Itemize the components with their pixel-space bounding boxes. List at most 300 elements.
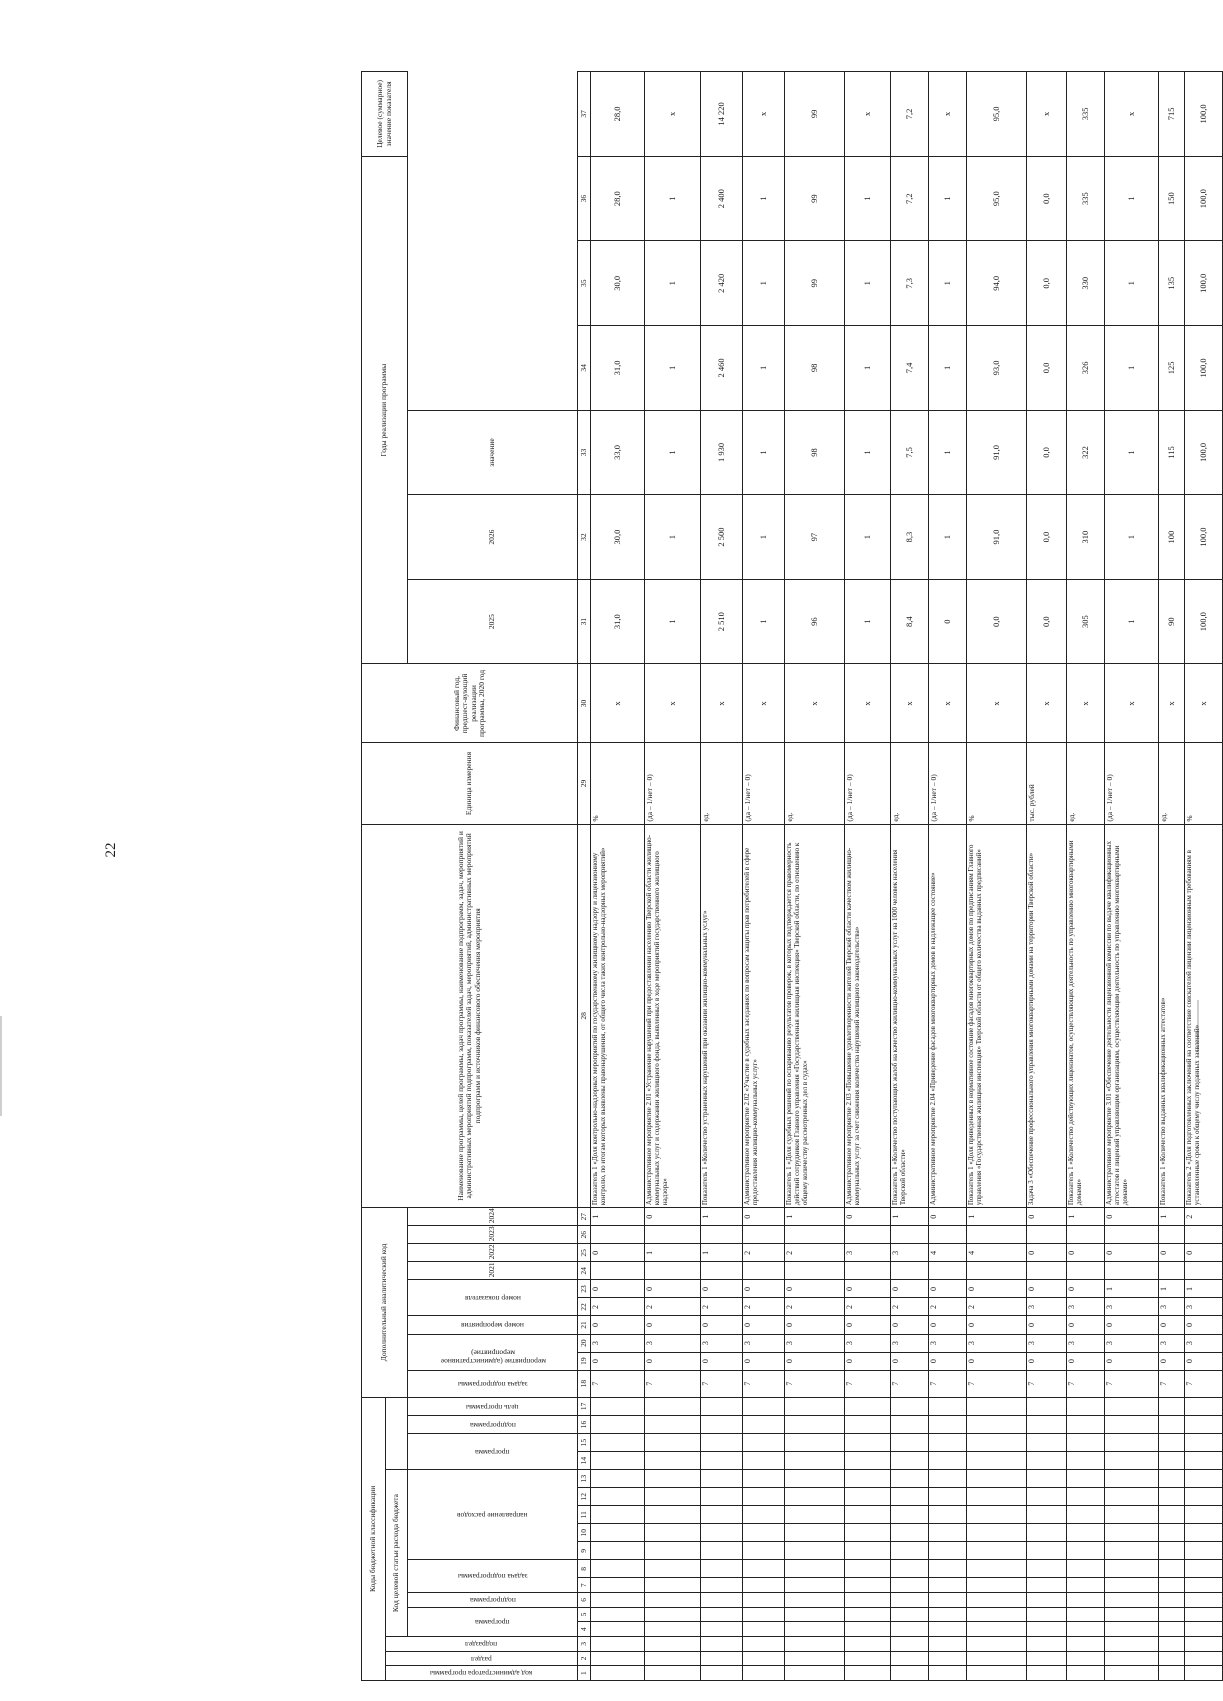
budget-code-cell [929,1506,967,1524]
target-value: 14 220 [701,72,743,157]
year-value: 1 [743,410,785,495]
indicator-name: Административное мероприятие 2.02 «Участие в судебных заседаниях по вопросам защиты прав потребителей в сфере предоставления жилищно-коммунальных услуг» [743,824,785,1208]
analytic-code-digit [1159,1262,1185,1280]
year-value: 310 [1067,495,1105,580]
analytic-code-digit: 0 [1105,1316,1159,1334]
column-number: 16 [578,1415,591,1433]
year-value: 1 [845,495,891,580]
column-number: 37 [578,72,591,157]
budget-code-cell [929,1488,967,1506]
indicator-name: Показатель 2 «Доля подготовленных заключений на соответствие соискателей лицензии лицензионным требованиям в установленные сроки к общему числу поданных заявлений» [1185,824,1223,1208]
admin-code-header: код администратора программы [430,1669,533,1679]
budget-code-cell [1067,1470,1105,1488]
year-value: 330 [1067,241,1105,326]
name-header: Наименование программы, целей программы, задач программы, наименование подпрограмм, задач, мероприятий и административных мероприятий подпрограмм, показателей задач, мероприятий, административных мероприятий подпрограмм и источников финансового обеспечения мероприятия [362,824,578,1208]
budget-code-cell [929,1666,967,1681]
analytic-code-digit: 1 [591,1208,645,1226]
budget-code-cell [891,1560,929,1578]
analytic-code-digit: 1 [967,1208,1027,1226]
add-subprogram-header: подпрограмма [469,1420,516,1430]
budget-code-cell [785,1397,845,1415]
budget-code-cell [701,1470,743,1488]
year-value: 0,0 [1027,579,1067,664]
year-value: 0,0 [1027,326,1067,411]
budget-code-cell [967,1524,1027,1542]
budget-code-cell [645,1397,701,1415]
analytic-code-digit: 2 [701,1298,743,1316]
budget-code-cell [1159,1560,1185,1578]
unit-cell: ед. [1067,743,1105,824]
budget-code-cell [967,1578,1027,1593]
unit-header: Единица измерения [362,743,578,824]
analytic-code-digit: 0 [845,1280,891,1298]
budget-code-cell [1067,1488,1105,1506]
budget-code-cell [1185,1542,1223,1560]
budget-code-cell [701,1560,743,1578]
year-value: 1 [929,495,967,580]
year-value: 305 [1067,579,1105,664]
analytic-code-digit [929,1226,967,1244]
year-value: 1 [929,241,967,326]
year-value: 1 [645,241,701,326]
budget-code-cell [845,1593,891,1608]
budget-code-cell [785,1666,845,1681]
year-value: 135 [1159,241,1185,326]
target-value: 335 [1067,72,1105,157]
budget-code-cell [967,1397,1027,1415]
budget-code-cell [645,1452,701,1470]
budget-code-cell [891,1666,929,1681]
target-value: х [645,72,701,157]
analytic-code-digit [1105,1262,1159,1280]
budget-code-cell [591,1578,645,1593]
column-number: 11 [578,1506,591,1524]
budget-code-cell [645,1560,701,1578]
analytic-code-digit: 7 [1105,1370,1159,1397]
budget-code-cell [929,1637,967,1652]
indicator-name: Административное мероприятие 2.04 «Приведение фасадов многоквартирных домов в надлежащее состояние» [929,824,967,1208]
budget-code-cell [1185,1470,1223,1488]
budget-code-cell [743,1637,785,1652]
year-value: 0,0 [967,579,1027,664]
target-value: 95,0 [967,72,1027,157]
column-number: 10 [578,1524,591,1542]
analytic-code-digit: 1 [1159,1280,1185,1298]
column-number: 15 [578,1434,591,1452]
budget-code-cell [645,1470,701,1488]
budget-code-cell [1067,1637,1105,1652]
budget-code-cell [1027,1397,1067,1415]
column-number: 31 [578,579,591,664]
budget-code-cell [891,1607,929,1622]
budget-code-cell [785,1524,845,1542]
analytic-code-digit: 7 [845,1370,891,1397]
budget-code-cell [1105,1524,1159,1542]
unit-cell: ед. [891,743,929,824]
analytic-code-digit: 0 [591,1352,645,1370]
year-value: 33,0 [591,410,645,495]
fin-year-value: х [591,664,645,743]
year-value: 1 [743,579,785,664]
budget-code-cell [1067,1578,1105,1593]
table-row [891,72,929,1681]
budget-code-cell [743,1622,785,1637]
year-2022-header: 2022 [408,1244,578,1262]
analytic-code-digit: 7 [967,1370,1027,1397]
budget-code-cell [645,1622,701,1637]
budget-code-cell [645,1607,701,1622]
analytic-code-digit: 7 [1159,1370,1185,1397]
year-value: 96 [785,579,845,664]
budget-code-cell [1067,1560,1105,1578]
analytic-code-digit: 0 [929,1316,967,1334]
analytic-code-digit: 0 [1067,1244,1105,1262]
budget-code-cell [743,1488,785,1506]
analytic-code-digit: 3 [1027,1334,1067,1352]
analytic-code-digit: 3 [845,1334,891,1352]
rotated-table [361,71,1208,1681]
budget-code-cell [967,1470,1027,1488]
column-number: 2 [578,1651,591,1666]
budget-code-cell [1159,1488,1185,1506]
year-value: 1 [929,156,967,241]
budget-code-cell [785,1488,845,1506]
analytic-code-digit: 1 [785,1208,845,1226]
budget-code-cell [891,1470,929,1488]
budget-code-cell [591,1506,645,1524]
budget-code-cell [1105,1452,1159,1470]
unit-cell: (да – 1/нет – 0) [645,743,701,824]
analytic-code-digit: 7 [891,1370,929,1397]
analytic-code-digit: 4 [929,1244,967,1262]
analytic-code-digit: 2 [967,1298,1027,1316]
budget-code-cell [1159,1666,1185,1681]
budget-code-cell [785,1607,845,1622]
analytic-code-digit [645,1226,701,1244]
budget-code-cell [1159,1651,1185,1666]
analytic-code-digit: 0 [1067,1352,1105,1370]
budget-code-cell [967,1666,1027,1681]
analytic-code-digit [1067,1262,1105,1280]
budget-code-cell [1067,1452,1105,1470]
budget-code-cell [1159,1397,1185,1415]
budget-code-cell [929,1397,967,1415]
table-row [785,72,845,1681]
budget-code-cell [891,1578,929,1593]
budget-code-cell [929,1593,967,1608]
budget-code-cell [1159,1542,1185,1560]
budget-code-cell [1067,1607,1105,1622]
target-value: 99 [785,72,845,157]
column-number: 26 [578,1226,591,1244]
analytic-code-digit [1159,1226,1185,1244]
analytic-code-digit: 0 [701,1280,743,1298]
analytic-code-digit [785,1262,845,1280]
fin-year-value: х [845,664,891,743]
budget-code-cell [591,1607,645,1622]
analytic-code-digit: 1 [1067,1208,1105,1226]
year-value: 98 [785,326,845,411]
fin-year-value: х [967,664,1027,743]
year-value: 100,0 [1185,156,1223,241]
budget-code-cell [1027,1666,1067,1681]
analytic-code-digit [845,1226,891,1244]
budget-code-cell [1105,1622,1159,1637]
analytic-code-digit: 0 [845,1316,891,1334]
budget-code-cell [967,1593,1027,1608]
analytic-code-digit: 0 [1067,1316,1105,1334]
analytic-code-digit [591,1226,645,1244]
unit-cell: % [591,743,645,824]
budget-code-cell [1159,1622,1185,1637]
year-2023-header: 2023 [408,1226,578,1244]
target-value: 7,2 [891,72,929,157]
unit-cell: (да – 1/нет – 0) [1105,743,1159,824]
target-value: 715 [1159,72,1185,157]
year-value: 2 460 [701,326,743,411]
budget-code-cell [1027,1578,1067,1593]
analytic-code-digit [785,1226,845,1244]
add-activity-header: мероприятие (административное мероприятие) [439,1348,546,1367]
year-value: 1 [645,579,701,664]
analytic-code-digit [1027,1262,1067,1280]
analytic-code-digit [743,1226,785,1244]
table-row [1105,72,1159,1681]
budget-code-cell [1027,1524,1067,1542]
analytic-code-digit: 0 [645,1208,701,1226]
analytic-code-digit: 0 [645,1280,701,1298]
year-value: 30,0 [591,241,645,326]
budget-code-cell [967,1637,1027,1652]
budget-code-cell [967,1415,1027,1433]
analytic-code-digit: 7 [591,1370,645,1397]
budget-code-cell [845,1415,891,1433]
budget-code-cell [1185,1415,1223,1433]
unit-cell: ед. [785,743,845,824]
year-value: 1 [845,326,891,411]
budget-code-cell [1105,1666,1159,1681]
analytic-code-digit: 7 [645,1370,701,1397]
analytic-code-digit [1185,1226,1223,1244]
analytic-code-digit: 0 [645,1316,701,1334]
year-value: 1 [845,156,891,241]
budget-code-cell [1105,1488,1159,1506]
analytic-code-digit: 2 [845,1298,891,1316]
budget-code-cell [1185,1666,1223,1681]
budget-code-cell [1105,1651,1159,1666]
budget-code-cell [845,1488,891,1506]
analytic-code-digit: 0 [1027,1244,1067,1262]
table-row [1185,72,1223,1681]
add-task-header: задача подпрограммы [457,1379,528,1389]
table-row [929,72,967,1681]
analytic-code-digit: 3 [1067,1334,1105,1352]
budget-code-cell [645,1415,701,1433]
column-number: 22 [578,1298,591,1316]
budget-code-cell [701,1651,743,1666]
budget-code-cell [1067,1506,1105,1524]
year-value: 2 510 [701,579,743,664]
budget-code-cell [591,1560,645,1578]
column-number: 4 [578,1622,591,1637]
budget-code-cell [1105,1506,1159,1524]
budget-code-cell [891,1397,929,1415]
analytic-code-digit: 7 [1067,1370,1105,1397]
analytic-code-digit: 3 [891,1244,929,1262]
budget-code-cell [1105,1593,1159,1608]
year-value: 322 [1067,410,1105,495]
budget-code-cell [967,1434,1027,1452]
budget-code-cell [1159,1415,1185,1433]
budget-code-cell [891,1637,929,1652]
year-value: 1 [743,241,785,326]
add-indicator-number-header: номер показателя [464,1294,521,1304]
budget-code-cell [1027,1434,1067,1452]
analytic-code-digit: 3 [785,1334,845,1352]
budget-code-cell [1027,1651,1067,1666]
year-value: 1 [645,495,701,580]
analytic-code-digit: 0 [1159,1316,1185,1334]
budget-code-cell [929,1415,967,1433]
budget-code-cell [845,1560,891,1578]
budget-code-cell [1159,1607,1185,1622]
year-value: 1 [1105,326,1159,411]
year-value: 94,0 [967,241,1027,326]
analytic-code-digit: 3 [645,1334,701,1352]
analytic-code-digit: 0 [591,1244,645,1262]
budget-code-cell [845,1666,891,1681]
column-number: 25 [578,1244,591,1262]
target-value: 100,0 [1185,72,1223,157]
budget-code-cell [785,1415,845,1433]
budget-code-cell [591,1524,645,1542]
analytic-code-digit: 0 [1185,1316,1223,1334]
target-value: х [1027,72,1067,157]
analytic-code-digit: 3 [1159,1298,1185,1316]
budget-code-cell [591,1488,645,1506]
year-value: 125 [1159,326,1185,411]
analytic-code-digit: 0 [1027,1208,1067,1226]
budget-code-cell [645,1488,701,1506]
budget-code-cell [1105,1607,1159,1622]
budget-code-cell [845,1524,891,1542]
year-value: 100,0 [1185,410,1223,495]
column-number: 3 [578,1637,591,1652]
indicator-name: Показатель 1 «Доля контрольно-надзорных мероприятий по государственному жилищному надзору и лицензионному контролю, по итогам которых выявлены правонарушения, от общего числа таких контрольно-надзорных мероприятий» [591,824,645,1208]
additional-code-header: Дополнительный аналитический код [362,1208,408,1398]
analytic-code-digit: 1 [645,1244,701,1262]
analytic-code-digit: 0 [1067,1280,1105,1298]
budget-code-cell [845,1434,891,1452]
column-number: 27 [578,1208,591,1226]
analytic-code-digit: 3 [1159,1334,1185,1352]
analytic-code-digit: 3 [845,1244,891,1262]
indicator-name: Показатель 1 «Количество выданных квалификационных аттестатов» [1159,824,1185,1208]
budget-code-cell [701,1434,743,1452]
year-value: 7,3 [891,241,929,326]
budget-code-cell [845,1397,891,1415]
budget-code-cell [743,1542,785,1560]
budget-code-cell [701,1542,743,1560]
budget-code-cell [1185,1622,1223,1637]
fin-year-value: х [1185,664,1223,743]
budget-code-cell [845,1651,891,1666]
analytic-code-digit: 0 [929,1208,967,1226]
column-number: 5 [578,1607,591,1622]
year-value: 0,0 [1027,241,1067,326]
fin-year-value: х [1067,664,1105,743]
budget-code-cell [929,1651,967,1666]
year-value: 97 [785,495,845,580]
column-number: 14 [578,1452,591,1470]
column-number: 17 [578,1397,591,1415]
budget-code-cell [645,1434,701,1452]
analytic-code-digit: 0 [785,1316,845,1334]
table-row [845,72,891,1681]
budget-code-cell [929,1524,967,1542]
budget-code-cell [743,1578,785,1593]
analytic-code-digit: 1 [1159,1208,1185,1226]
budget-code-cell [701,1607,743,1622]
table-row [1159,72,1185,1681]
budget-code-cell [645,1542,701,1560]
budget-code-cell [785,1637,845,1652]
analytic-code-digit: 0 [785,1352,845,1370]
budget-code-cell [743,1607,785,1622]
analytic-code-digit: 7 [785,1370,845,1397]
analytic-code-digit: 1 [701,1244,743,1262]
analytic-code-digit: 2 [929,1298,967,1316]
analytic-code-digit: 3 [1027,1298,1067,1316]
budget-code-cell [891,1415,929,1433]
year-value: 1 [645,410,701,495]
budget-code-cell [1105,1434,1159,1452]
budget-code-cell [1159,1452,1185,1470]
budget-code-cell [929,1470,967,1488]
budget-code-cell [743,1651,785,1666]
analytic-code-digit [845,1262,891,1280]
year-value: 8,4 [891,579,929,664]
year-value: 100,0 [1185,495,1223,580]
analytic-code-digit: 0 [891,1316,929,1334]
unit-cell: (да – 1/нет – 0) [743,743,785,824]
budget-code-cell [785,1434,845,1452]
analytic-code-digit: 2 [591,1298,645,1316]
fin-year-value: х [929,664,967,743]
analytic-code-digit: 0 [1105,1352,1159,1370]
budget-code-cell [1105,1470,1159,1488]
task-of-subprogram-header: задача подпрограммы [457,1572,528,1582]
budget-code-cell [1159,1593,1185,1608]
analytic-code-digit: 1 [891,1208,929,1226]
analytic-code-digit: 3 [701,1334,743,1352]
budget-code-cell [1067,1593,1105,1608]
analytic-code-digit: 0 [645,1352,701,1370]
fin-year-value: х [743,664,785,743]
budget-code-cell [785,1593,845,1608]
analytic-code-digit: 3 [1105,1334,1159,1352]
analytic-code-digit: 1 [1185,1280,1223,1298]
budget-code-cell [701,1524,743,1542]
budget-code-cell [785,1622,845,1637]
budget-code-cell [701,1452,743,1470]
budget-code-cell [929,1622,967,1637]
analytic-code-digit: 0 [591,1316,645,1334]
budget-code-cell [1105,1578,1159,1593]
budget-code-cell [929,1607,967,1622]
analytic-code-digit [701,1226,743,1244]
budget-code-cell [967,1506,1027,1524]
